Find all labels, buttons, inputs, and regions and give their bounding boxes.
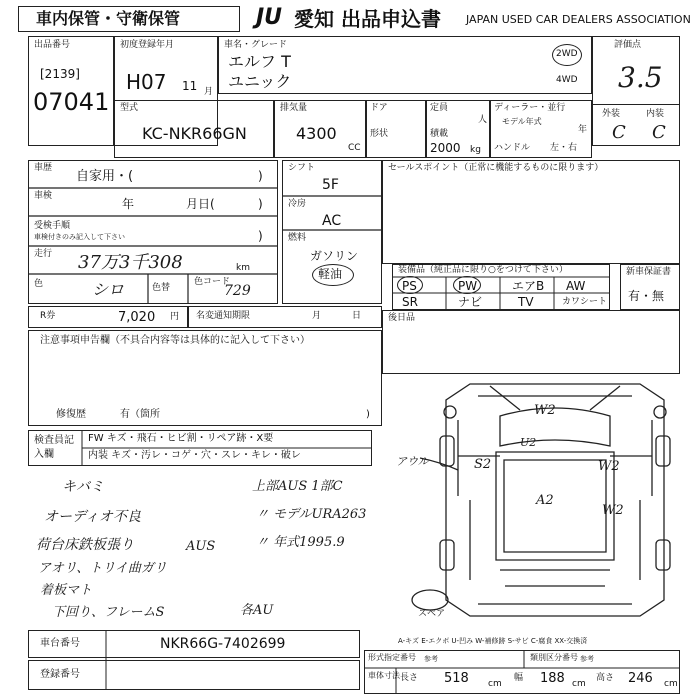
dealer-label: ディーラー・並行: [494, 103, 566, 113]
capacity-unit: 人: [478, 115, 488, 125]
width-label: 幅: [514, 673, 524, 683]
note-frame: 下回り、フレームS: [52, 605, 165, 620]
score-value: 3.5: [618, 61, 663, 94]
received-close: ): [258, 229, 263, 243]
note-top-aus: 上部AUS 1部C: [252, 479, 343, 494]
inspector-label: 検査員記入欄: [34, 435, 74, 460]
first-reg-year: H07: [126, 70, 167, 94]
exterior-grade: C: [612, 122, 626, 143]
repair-close: ): [366, 409, 370, 420]
interior-label: 内装: [646, 109, 665, 119]
note-kibami: キバミ: [62, 479, 104, 495]
notes-label: 注意事項申告欄（不具合内容等は具体的に記入して下さい）: [40, 335, 310, 346]
equip-aw: AW: [566, 279, 586, 293]
inspection-year-unit: 年: [122, 197, 135, 211]
equip-leather-seat: カワシート: [562, 297, 608, 307]
model-name: エルフ T: [228, 52, 291, 71]
load-value: 2000: [430, 141, 461, 155]
note-bed: 荷台床鉄板張り: [36, 537, 134, 553]
fuel-diesel: 軽油: [318, 267, 343, 281]
ac-value: AC: [322, 213, 342, 229]
lot-sub-number: [2139]: [40, 67, 80, 81]
chassis-value: NKR66G-7402699: [160, 636, 286, 652]
drive-4wd: 4WD: [556, 75, 578, 85]
first-reg-label: 初度登録年月: [120, 40, 175, 50]
doors-label: ドア: [370, 103, 388, 113]
note-each-au: 各AU: [240, 603, 274, 618]
displacement-value: 4300: [296, 124, 337, 143]
first-reg-month: 11: [182, 79, 198, 93]
recycle-unit: 円: [170, 312, 180, 322]
repair-value: 有（箇所: [120, 409, 160, 420]
history-value: 自家用・(: [76, 169, 134, 184]
inspector-fw-line: FW キズ・飛石・ヒビ割・リペア跡・X要: [88, 433, 274, 444]
equipment-label: 装備品（純正品に限り○をつけて下さい）: [398, 265, 568, 275]
model-label: 車名・グレード: [224, 40, 288, 50]
exterior-label: 外装: [602, 109, 621, 119]
size-label: 車体寸法: [368, 671, 400, 680]
load-label: 積載: [430, 129, 449, 139]
diagram-legend: A-キズ E-エクボ U-凹み W-補修跡 S-サビ C-腐食 XX-交換済: [398, 637, 588, 645]
note-year: 〃 年式1995.9: [256, 535, 345, 550]
repair-label: 修復歴: [56, 409, 86, 420]
lot-number: 07041: [33, 88, 110, 116]
mark-w2-roof: W2: [534, 403, 556, 418]
color-change-label: 色替: [152, 283, 171, 293]
note-model: 〃 モデルURA263: [256, 507, 367, 522]
received-label: 受検手順: [34, 221, 71, 231]
recycle-value: 7,020: [118, 310, 156, 325]
recycle-label: R券: [40, 311, 56, 321]
form-title: 愛知 出品申込書: [294, 7, 441, 31]
height-unit: cm: [664, 679, 678, 689]
mileage-unit: km: [236, 263, 250, 273]
lot-label: 出品番号: [34, 40, 71, 50]
category-reference: 参考: [580, 655, 594, 663]
type-label: 型式: [120, 103, 139, 113]
mark-a2-bed: A2: [536, 493, 554, 508]
color-code-label: 色コード: [194, 277, 231, 287]
equip-tv: TV: [518, 295, 534, 309]
spare-label: スペア: [418, 609, 446, 619]
height-value: 246: [628, 671, 653, 686]
storage-label: 車内保管・守衛保管: [36, 9, 181, 28]
later-label: 後日品: [388, 313, 416, 323]
handle-options: 左・右: [550, 143, 578, 153]
displacement-unit: CC: [348, 143, 361, 153]
mark-aori: アウル: [396, 455, 429, 468]
notice-month: 月: [312, 311, 322, 321]
notice-label: 名変通知期限: [196, 311, 251, 321]
fuel-label: 燃料: [288, 233, 307, 243]
handle-label: ハンドル: [494, 143, 531, 153]
inspector-interior-line: 内装 キズ・汚レ・コゲ・穴・スレ・キレ・破レ: [88, 450, 301, 461]
notice-day: 日: [352, 311, 362, 321]
model-year-label: モデル年式: [502, 117, 542, 126]
history-close: ): [258, 169, 263, 183]
drive-2wd: 2WD: [556, 49, 578, 59]
equip-pw: PW: [458, 279, 478, 293]
width-unit: cm: [572, 679, 586, 689]
note-aus: AUS: [186, 539, 216, 554]
length-unit: cm: [488, 679, 502, 689]
length-value: 518: [444, 671, 469, 686]
model-grade: ユニック: [228, 72, 292, 91]
format-reference: 参考: [424, 655, 438, 663]
first-reg-month-unit: 月: [204, 87, 214, 97]
mark-w2-right: W2: [598, 459, 620, 474]
sales-point-label: セールスポイント（正常に機能するものに限ります）: [388, 163, 604, 173]
score-label: 評価点: [614, 40, 642, 50]
received-note: 車検付きのみ記入して下さい: [34, 233, 125, 241]
shape-label: 形状: [370, 129, 389, 139]
inspection-close: ): [258, 197, 263, 211]
model-year-unit: 年: [578, 125, 588, 135]
ac-label: 冷房: [288, 199, 307, 209]
association-name: JAPAN USED CAR DEALERS ASSOCIATION: [466, 13, 691, 26]
width-value: 188: [540, 671, 565, 686]
format-label: 形式指定番号: [368, 653, 416, 662]
equip-sr: SR: [402, 295, 418, 309]
warranty-options: 有・無: [628, 289, 665, 303]
note-aori: アオリ、トリイ曲ガリ: [38, 561, 167, 576]
equip-airbag: エアB: [512, 279, 545, 293]
color-value: シロ: [92, 280, 125, 299]
history-label: 車歴: [34, 163, 53, 173]
type-value: KC-NKR66GN: [142, 124, 247, 143]
warranty-label: 新車保証書: [626, 267, 672, 277]
capacity-label: 定員: [430, 103, 449, 113]
chassis-label: 車台番号: [40, 638, 80, 649]
inspection-month-day: 月日(: [186, 197, 215, 211]
interior-grade: C: [652, 122, 666, 143]
height-label: 高さ: [596, 673, 615, 683]
color-code-value: 729: [224, 283, 251, 299]
mileage-value: 37万3千308: [78, 252, 183, 273]
length-label: 長さ: [400, 673, 419, 683]
equip-ps: PS: [402, 279, 417, 293]
load-unit: kg: [470, 145, 481, 155]
mileage-label: 走行: [34, 249, 53, 259]
color-label: 色: [34, 279, 44, 289]
note-audio: オーディオ不良: [44, 509, 141, 525]
registration-label: 登録番号: [40, 669, 80, 680]
fuel-gasoline: ガソリン: [310, 249, 359, 263]
mark-s2-left: S2: [474, 457, 492, 472]
ju-logo: JU: [256, 5, 283, 30]
mark-u2-cab: U2: [520, 436, 537, 449]
shift-label: シフト: [288, 163, 316, 173]
category-label: 類別区分番号: [530, 653, 578, 662]
inspection-label: 車検: [34, 191, 53, 201]
equip-navi: ナビ: [458, 295, 483, 309]
shift-value: 5F: [322, 177, 339, 193]
displacement-label: 排気量: [280, 103, 308, 113]
mark-w2-rear: W2: [602, 503, 624, 518]
note-plate: 着板マト: [40, 583, 93, 598]
